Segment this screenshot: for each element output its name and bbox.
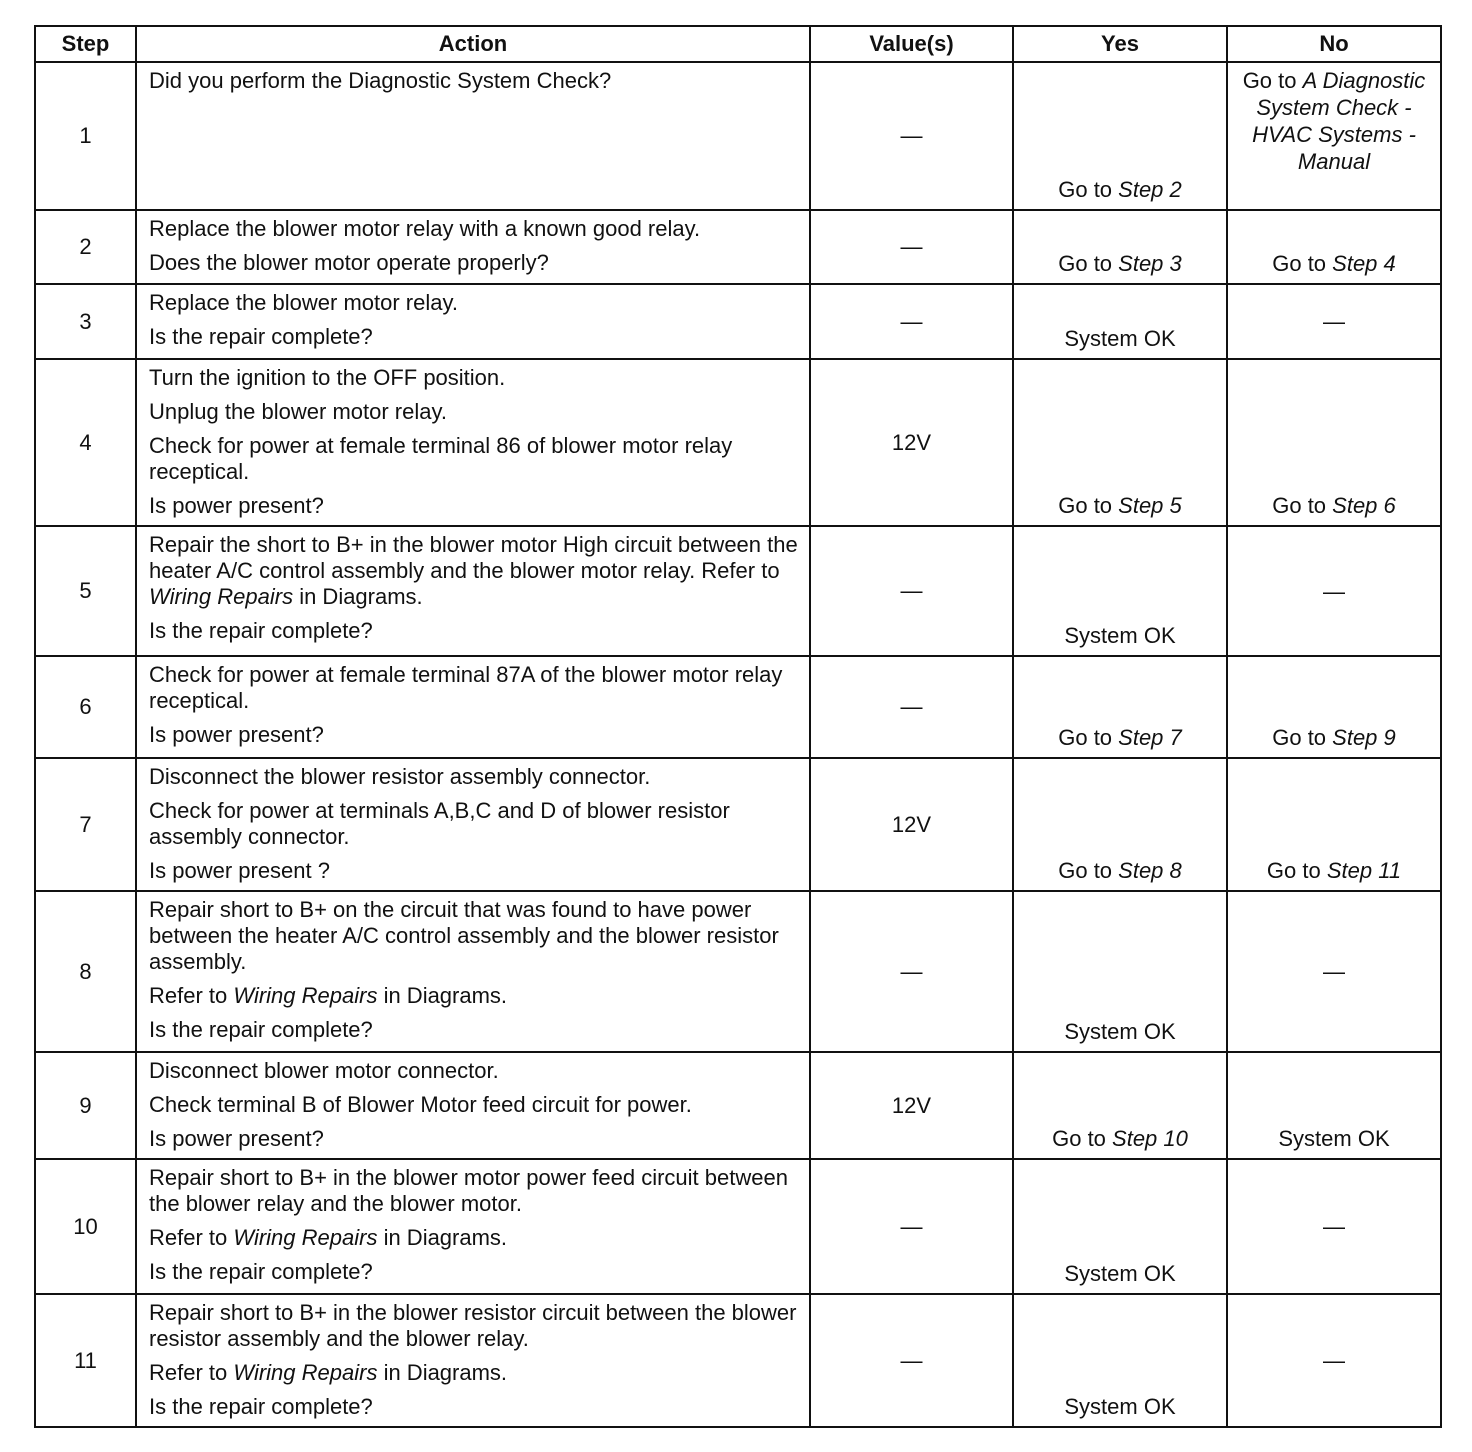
action-line: Is the repair complete? <box>149 618 373 643</box>
action-line: Is the repair complete? <box>149 324 373 349</box>
header-action: Action <box>136 26 810 62</box>
yes-cell <box>1013 284 1227 359</box>
action-cell <box>136 526 810 656</box>
step-number: 11 <box>35 1294 136 1427</box>
no-text: Go to <box>1266 858 1327 883</box>
action-line: Repair short to B+ in the blower resistor circuit between the blower resistor assembly and the blower relay. <box>149 1300 797 1351</box>
step-number: 5 <box>35 526 136 656</box>
action-cell <box>136 210 810 284</box>
table-row <box>35 62 1441 210</box>
action-line: Replace the blower motor relay. <box>149 290 458 315</box>
no-cell <box>1227 1294 1441 1427</box>
step-number: 10 <box>35 1159 136 1294</box>
yes-cell <box>1013 526 1227 656</box>
action-line <box>149 1360 799 1386</box>
action-cell <box>136 1159 810 1294</box>
no-cell <box>1227 656 1441 758</box>
no-cell <box>1227 1052 1441 1159</box>
action-text: in Diagrams. <box>377 983 508 1008</box>
yes-cell <box>1013 1294 1227 1427</box>
action-cell <box>136 62 810 210</box>
yes-text: Go to <box>1058 177 1119 202</box>
action-line: Turn the ignition to the OFF position. <box>149 365 506 390</box>
no-cell <box>1227 891 1441 1052</box>
action-line: Replace the blower motor relay with a known good relay. <box>149 216 701 241</box>
no-cell <box>1227 526 1441 656</box>
action-line: Check for power at female terminal 86 of blower motor relay receptical. <box>149 433 733 484</box>
action-cell <box>136 1052 810 1159</box>
action-line: Unplug the blower motor relay. <box>149 399 447 424</box>
step-number: 1 <box>35 62 136 210</box>
no-text: Go to <box>1272 725 1333 750</box>
yes-step-link: Step 5 <box>1118 493 1182 518</box>
step-number: 8 <box>35 891 136 1052</box>
no-step-link: Step 9 <box>1332 725 1396 750</box>
action-line: Disconnect blower motor connector. <box>149 1058 499 1083</box>
no-text: — <box>1323 309 1345 334</box>
yes-cell <box>1013 891 1227 1052</box>
no-text: — <box>1323 1348 1345 1373</box>
no-step-link: A Diagnostic System Check - HVAC Systems - Manual <box>1252 68 1426 174</box>
step-number: 6 <box>35 656 136 758</box>
value-cell: 12V <box>810 758 1013 891</box>
action-line: Is power present? <box>149 722 324 747</box>
table-row <box>35 284 1441 359</box>
yes-text: System OK <box>1064 326 1176 351</box>
action-reference: Wiring Repairs <box>149 584 294 609</box>
table-body <box>35 62 1441 1427</box>
step-number: 9 <box>35 1052 136 1159</box>
action-cell <box>136 284 810 359</box>
header-row <box>35 26 1441 62</box>
yes-step-link: Step 3 <box>1118 251 1182 276</box>
yes-text: Go to <box>1058 725 1119 750</box>
action-line: Is power present? <box>149 1126 324 1151</box>
table-row <box>35 656 1441 758</box>
no-cell <box>1227 62 1441 210</box>
yes-cell <box>1013 656 1227 758</box>
table-header <box>35 26 1441 62</box>
step-number: 3 <box>35 284 136 359</box>
no-cell <box>1227 1159 1441 1294</box>
no-step-link: Step 4 <box>1332 251 1396 276</box>
header-step: Step <box>35 26 136 62</box>
step-number: 7 <box>35 758 136 891</box>
table-row <box>35 1294 1441 1427</box>
action-text: Refer to <box>149 983 234 1008</box>
table-row <box>35 1052 1441 1159</box>
yes-text: System OK <box>1064 1019 1176 1044</box>
yes-step-link: Step 2 <box>1118 177 1182 202</box>
no-text: — <box>1323 959 1345 984</box>
action-text: in Diagrams. <box>293 584 423 609</box>
header-yes: Yes <box>1013 26 1227 62</box>
value-cell: — <box>810 1159 1013 1294</box>
diagnostic-table <box>34 25 1442 1428</box>
yes-text: Go to <box>1058 493 1119 518</box>
action-line: Check for power at terminals A,B,C and D of blower resistor assembly connector. <box>149 798 730 849</box>
yes-cell <box>1013 1159 1227 1294</box>
table-row <box>35 210 1441 284</box>
yes-cell <box>1013 210 1227 284</box>
value-cell: — <box>810 284 1013 359</box>
step-number: 2 <box>35 210 136 284</box>
value-cell: — <box>810 891 1013 1052</box>
action-line: Does the blower motor operate properly? <box>149 250 549 275</box>
action-line <box>149 983 799 1009</box>
action-line: Did you perform the Diagnostic System Check? <box>149 68 612 93</box>
yes-text: System OK <box>1064 1261 1176 1286</box>
action-line <box>149 1225 799 1251</box>
step-number: 4 <box>35 359 136 526</box>
action-line: Repair short to B+ in the blower motor power feed circuit between the blower relay and the blower motor. <box>149 1165 788 1216</box>
table-row <box>35 891 1441 1052</box>
action-line: Disconnect the blower resistor assembly connector. <box>149 764 651 789</box>
action-line: Check for power at female terminal 87A of the blower motor relay receptical. <box>149 662 783 713</box>
no-text: System OK <box>1278 1126 1390 1151</box>
no-step-link: Step 11 <box>1326 858 1402 883</box>
value-cell: — <box>810 656 1013 758</box>
action-reference: Wiring Repairs <box>233 1360 378 1385</box>
yes-text: Go to <box>1058 251 1119 276</box>
yes-text: Go to <box>1052 1126 1113 1151</box>
value-cell: — <box>810 62 1013 210</box>
action-text: Refer to <box>149 1360 234 1385</box>
no-text: — <box>1323 1214 1345 1239</box>
header-no: No <box>1227 26 1441 62</box>
yes-step-link: Step 8 <box>1118 858 1182 883</box>
action-cell <box>136 656 810 758</box>
no-step-link: Step 6 <box>1332 493 1396 518</box>
table-row <box>35 758 1441 891</box>
table-row <box>35 526 1441 656</box>
yes-step-link: Step 7 <box>1118 725 1182 750</box>
action-line: Is power present ? <box>149 858 330 883</box>
action-text: in Diagrams. <box>377 1360 508 1385</box>
no-cell <box>1227 359 1441 526</box>
no-text: Go to <box>1272 493 1333 518</box>
action-cell <box>136 758 810 891</box>
no-cell <box>1227 210 1441 284</box>
yes-cell <box>1013 62 1227 210</box>
action-reference: Wiring Repairs <box>233 1225 378 1250</box>
yes-step-link: Step 10 <box>1112 1126 1188 1151</box>
value-cell: 12V <box>810 359 1013 526</box>
action-text: Repair the short to B+ in the blower motor High circuit between the heater A/C control assembly and the blower motor relay. Refer to <box>149 532 798 583</box>
action-cell <box>136 359 810 526</box>
action-cell <box>136 1294 810 1427</box>
no-text: Go to <box>1242 68 1303 93</box>
no-cell <box>1227 284 1441 359</box>
no-text: — <box>1323 578 1345 604</box>
action-line: Is power present? <box>149 493 324 518</box>
table-row <box>35 1159 1441 1294</box>
action-line: Is the repair complete? <box>149 1259 373 1284</box>
value-cell: — <box>810 526 1013 656</box>
no-cell <box>1227 758 1441 891</box>
header-values: Value(s) <box>810 26 1013 62</box>
value-cell: — <box>810 1294 1013 1427</box>
value-cell: — <box>810 210 1013 284</box>
action-line: Repair short to B+ on the circuit that was found to have power between the heater A/C control assembly and the blower resistor assembly. <box>149 897 779 974</box>
yes-cell <box>1013 758 1227 891</box>
no-text: Go to <box>1272 251 1333 276</box>
yes-cell <box>1013 1052 1227 1159</box>
action-line <box>149 532 799 610</box>
yes-cell <box>1013 359 1227 526</box>
action-line: Is the repair complete? <box>149 1394 373 1419</box>
action-text: Refer to <box>149 1225 234 1250</box>
yes-text: System OK <box>1064 623 1176 648</box>
table-row <box>35 359 1441 526</box>
yes-text: Go to <box>1058 858 1119 883</box>
action-text: in Diagrams. <box>377 1225 508 1250</box>
action-line: Check terminal B of Blower Motor feed circuit for power. <box>149 1092 692 1117</box>
action-line: Is the repair complete? <box>149 1017 373 1042</box>
value-cell: 12V <box>810 1052 1013 1159</box>
action-cell <box>136 891 810 1052</box>
yes-text: System OK <box>1064 1394 1176 1419</box>
action-reference: Wiring Repairs <box>233 983 378 1008</box>
